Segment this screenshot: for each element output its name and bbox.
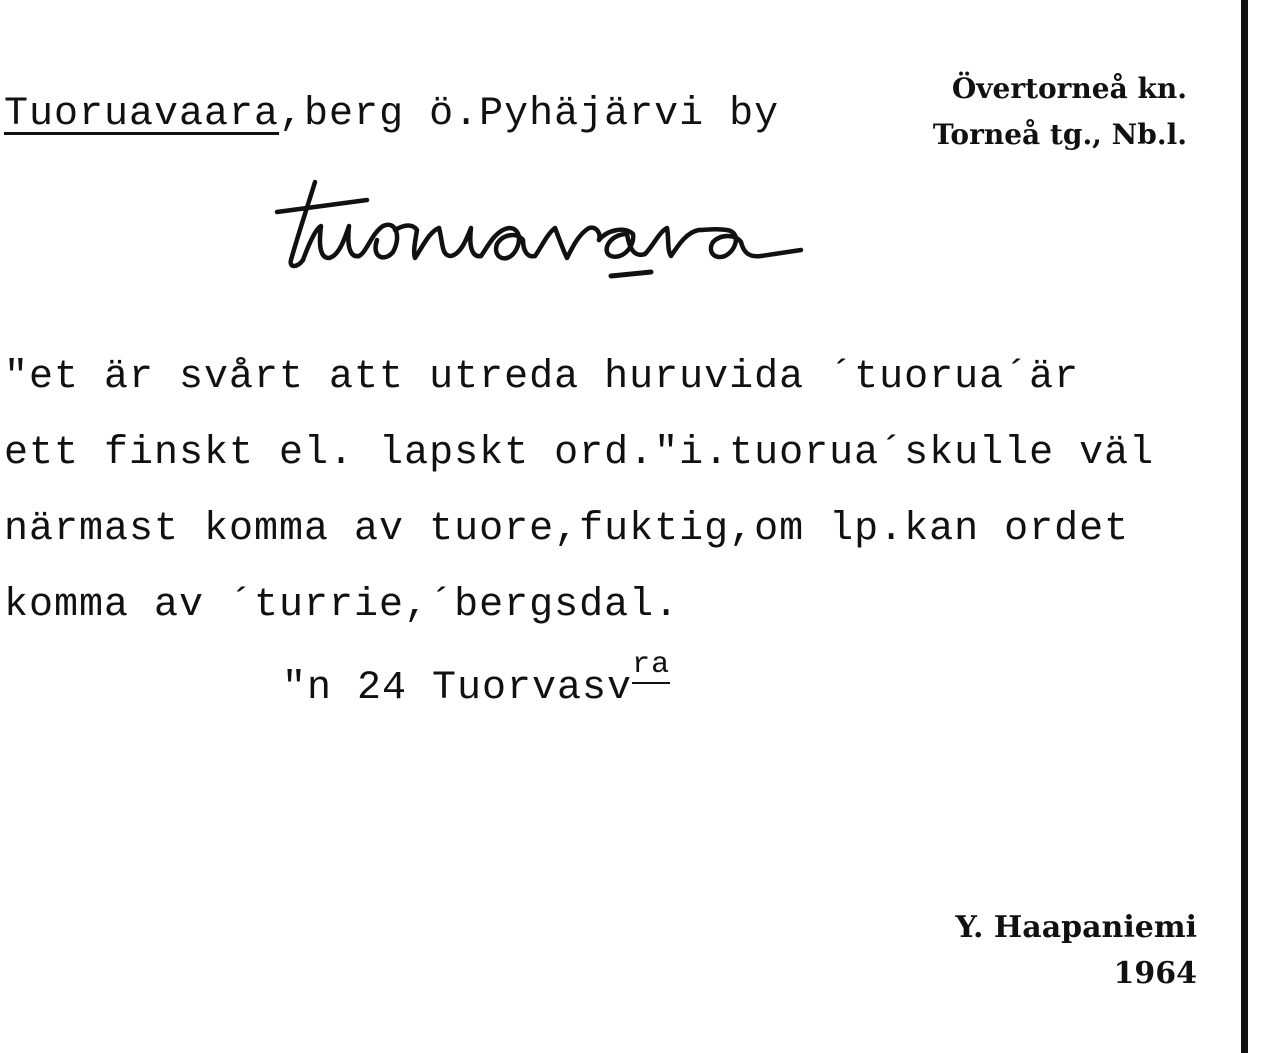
- body-line-1: "et är svårt att utreda huruvida ´tuorua´är: [4, 355, 1080, 400]
- place-name: Tuoruavaara: [4, 92, 280, 137]
- reference-superscript: ra: [632, 648, 671, 682]
- reference-text: "n 24 Tuorvasv: [282, 666, 633, 711]
- place-heading: [4, 92, 779, 137]
- place-description: ,berg ö.Pyhäjärvi by: [279, 92, 780, 137]
- signature-block: [955, 905, 1197, 997]
- signature-name: Y. Haapaniemi: [955, 910, 1197, 945]
- card-edge-line: [1241, 0, 1248, 1053]
- parish-stamp: [933, 66, 1187, 158]
- card-body-text: [4, 340, 1154, 644]
- signature-year: 1964: [1113, 956, 1197, 991]
- parish-line-2: Torneå tg., Nb.l.: [932, 118, 1187, 151]
- map-reference: [282, 648, 671, 711]
- body-line-2: ett finskt el. lapskt ord."i.tuorua´skulle väl: [4, 431, 1155, 476]
- body-line-3: närmast komma av tuore,fuktig,om lp.kan ordet: [4, 507, 1130, 552]
- parish-line-1: Övertorneå kn.: [951, 72, 1187, 105]
- body-line-4: komma av ´turrie,´bergsdal.: [4, 583, 680, 628]
- handwritten-pronunciation: [255, 168, 825, 288]
